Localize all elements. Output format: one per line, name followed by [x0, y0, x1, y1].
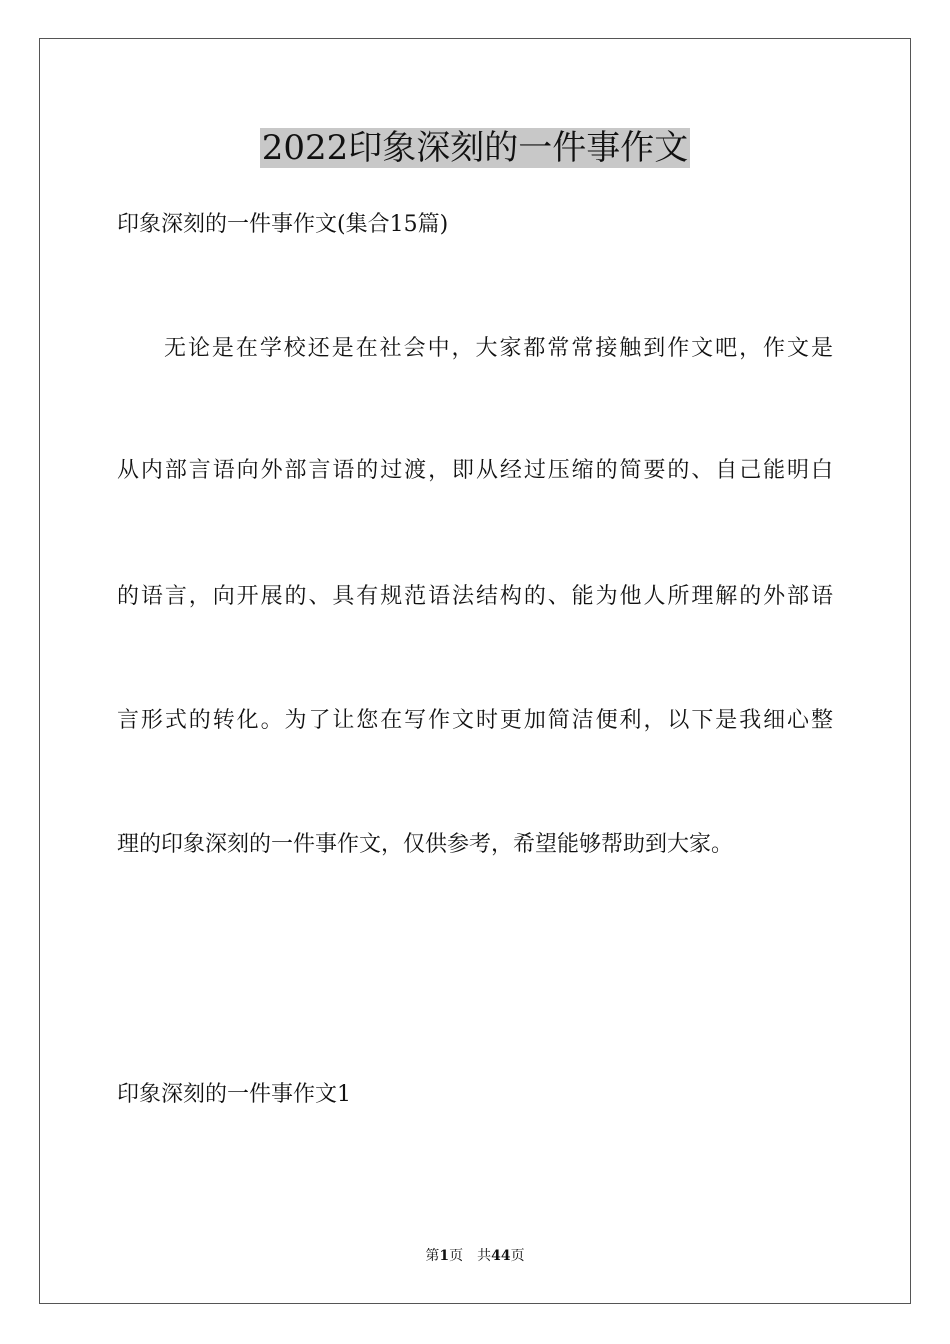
paragraph-line-4: 言形式的转化。为了让您在写作文时更加简洁便利，以下是我细心整: [117, 708, 833, 733]
document-title-text: 2022印象深刻的一件事作文: [261, 128, 689, 168]
document-title: [0, 126, 950, 170]
page-prefix: 第: [425, 1248, 440, 1264]
paragraph-line-1: 无论是在学校还是在社会中，大家都常常接触到作文吧，作文是: [164, 336, 833, 361]
page-suffix: 页: [449, 1248, 464, 1264]
paragraph-line-2: 从内部言语向外部言语的过渡，即从经过压缩的简要的、自己能明白: [117, 458, 833, 483]
page-number: 1: [439, 1248, 450, 1264]
section-heading: 印象深刻的一件事作文1: [117, 1082, 351, 1107]
total-pages: 44: [491, 1248, 511, 1264]
page-footer: [0, 1247, 950, 1265]
document-subtitle: 印象深刻的一件事作文(集合15篇): [117, 212, 449, 237]
paragraph-line-5: 理的印象深刻的一件事作文，仅供参考，希望能够帮助到大家。: [117, 832, 734, 857]
total-suffix: 页: [510, 1248, 525, 1264]
total-prefix: 共: [477, 1248, 492, 1264]
paragraph-line-3: 的语言，向开展的、具有规范语法结构的、能为他人所理解的外部语: [117, 584, 833, 609]
